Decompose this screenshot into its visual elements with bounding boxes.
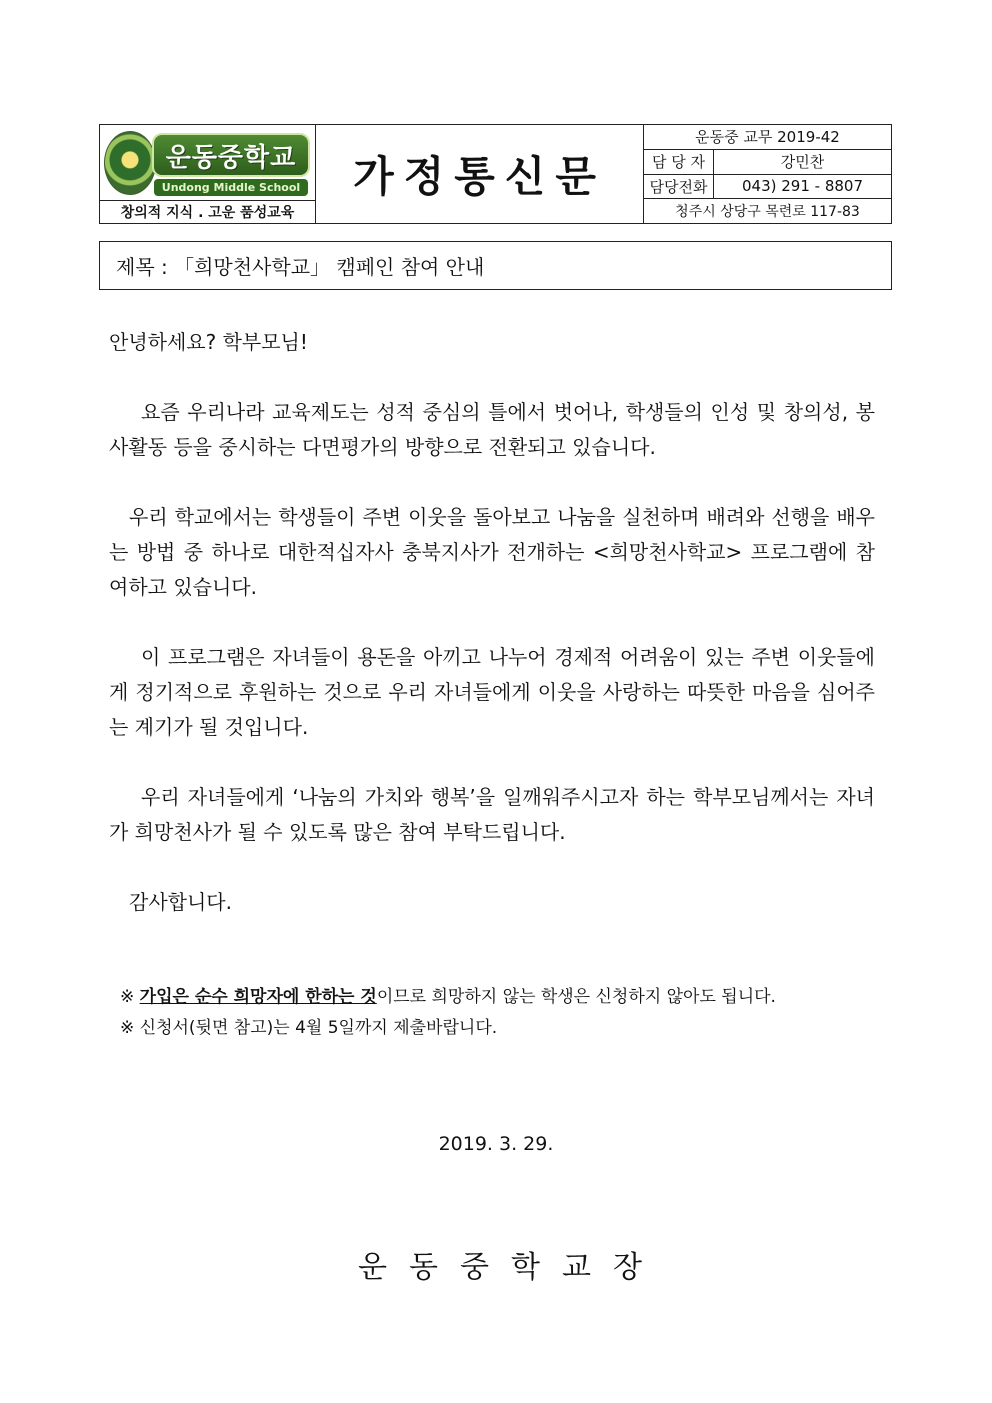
subject-line: 제목 : 「희망천사학교」 캠페인 참여 안내 bbox=[99, 241, 892, 290]
contact-person-value: 강민찬 bbox=[780, 153, 825, 172]
document-title: 가정통신문 bbox=[353, 152, 606, 201]
principal-signature: 운동중학교장 bbox=[358, 1250, 664, 1285]
contact-person-label: 담 당 자 bbox=[644, 150, 714, 174]
document-number: 운동중 교무 2019-42 bbox=[644, 125, 891, 150]
note-1-text: 이므로 희망하지 않는 학생은 신청하지 않아도 됩니다. bbox=[376, 987, 776, 1007]
phone-row bbox=[644, 175, 891, 200]
phone-label: 담당전화 bbox=[644, 175, 714, 199]
contact-person-row bbox=[644, 150, 891, 175]
note-1-emphasis: 가입은 순수 희망자에 한하는 것 bbox=[139, 987, 377, 1007]
letter-header bbox=[99, 124, 892, 224]
paragraph-3: 이 프로그램은 자녀들이 용돈을 아끼고 나누어 경제적 어려움이 있는 주변 이웃들에게 정기적으로 후원하는 것으로 우리 자녀들에게 이웃을 사랑하는 따뜻한 마음을 심어주는 계기가 될 것입니다. bbox=[109, 645, 875, 739]
school-emblem-icon bbox=[104, 131, 156, 195]
note-2: ※ 신청서(뒷면 참고)는 4월 5일까지 제출바랍니다. bbox=[120, 1018, 498, 1038]
note-1-prefix: ※ bbox=[120, 987, 140, 1007]
school-logo-cell bbox=[100, 125, 316, 223]
closing-thanks: 감사합니다. bbox=[129, 890, 232, 914]
document-info-table bbox=[644, 125, 891, 223]
paragraph-2: 우리 학교에서는 학생들이 주변 이웃을 돌아보고 나눔을 실천하며 배려와 선행을 배우는 방법 중 하나로 대한적십자사 충북지사가 전개하는 <희망천사학교> 프로그램에 참여하고 있습니다. bbox=[109, 505, 875, 599]
school-address: 청주시 상당구 목련로 117-83 bbox=[675, 204, 860, 221]
logo-subtitle: Undong Middle School bbox=[161, 181, 301, 194]
school-motto: 창의적 지식 . 고운 품성교육 bbox=[120, 205, 295, 221]
school-logo bbox=[100, 125, 315, 201]
letter-date: 2019. 3. 29. bbox=[438, 1133, 554, 1155]
logo-title-banner bbox=[152, 133, 310, 177]
paragraph-1: 요즘 우리나라 교육제도는 성적 중심의 틀에서 벗어나, 학생들의 인성 및 창의성, 봉사활동 등을 중시하는 다면평가의 방향으로 전환되고 있습니다. bbox=[109, 400, 875, 459]
greeting: 안녕하세요? 학부모님! bbox=[109, 330, 308, 354]
notes bbox=[120, 982, 890, 1044]
document-title-cell bbox=[316, 125, 644, 223]
paragraph-4: 우리 자녀들에게 ‘나눔의 가치와 행복’을 일깨워주시고자 하는 학부모님께서는 자녀가 희망천사가 될 수 있도록 많은 참여 부탁드립니다. bbox=[109, 785, 875, 844]
phone-value: 043) 291 - 8807 bbox=[741, 177, 863, 196]
logo-title: 운동중학교 bbox=[165, 142, 297, 173]
note-1 bbox=[120, 982, 890, 1013]
logo-subtitle-banner bbox=[154, 179, 308, 196]
letter-body bbox=[109, 325, 875, 920]
